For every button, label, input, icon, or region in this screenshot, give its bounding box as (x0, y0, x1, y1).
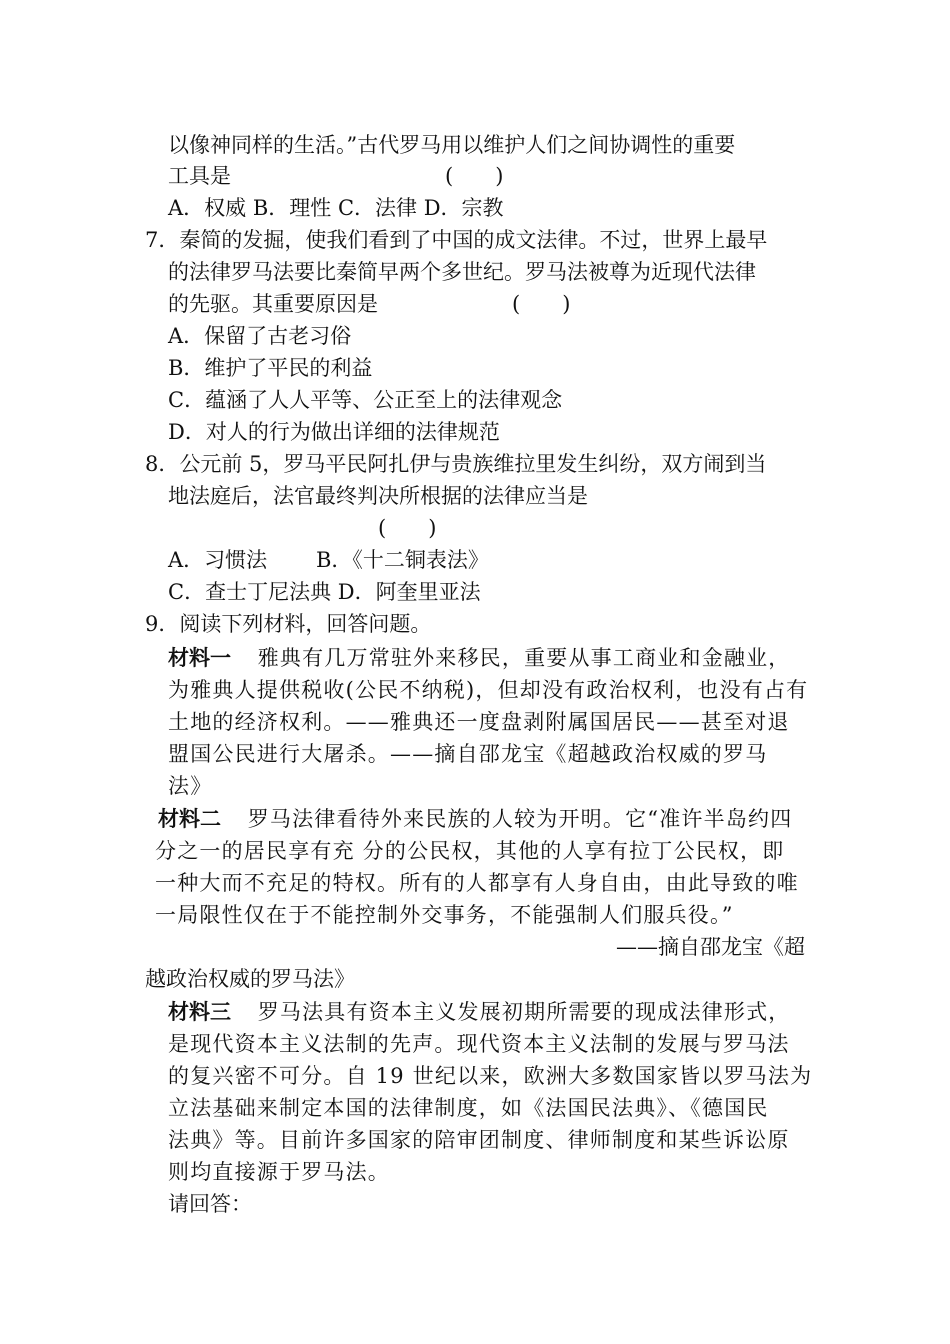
material-1-line-2: 为雅典人提供税收(公民不纳税)，但却没有政治权利，也没有占有 (168, 678, 809, 702)
q9-stem: 9．阅读下列材料，回答问题。 (145, 612, 432, 636)
q8-answer-blank: ( ) (378, 516, 437, 540)
q7-option-d: D．对人的行为做出详细的法律规范 (168, 420, 500, 444)
material-2-line-1 (158, 803, 792, 835)
material-2-line-4: 一局限性仅在于不能控制外交事务，不能强制人们服兵役。” (155, 903, 734, 927)
material-2-label: 材料二 (158, 806, 221, 831)
q7-option-b: B．维护了平民的利益 (168, 356, 373, 380)
material-1-line-4: 盟国公民进行大屠杀。——摘自邵龙宝《超越政治权威的罗马 (168, 742, 768, 766)
q6-stem-line-1: 以像神同样的生活。”古代罗马用以维护人们之间协调性的重要 (168, 133, 736, 157)
material-1-line-3: 土地的经济权利。——雅典还一度盘剥附属国居民——甚至对退 (168, 710, 790, 734)
q6-answer-blank: ( ) (445, 164, 504, 188)
material-3-line-5: 法典》等。目前许多国家的陪审团制度、律师制度和某些诉讼原 (168, 1128, 790, 1152)
material-2-source: ——摘自邵龙宝《超 (616, 935, 805, 959)
material-1-text-1: 雅典有几万常驻外来移民，重要从事工商业和金融业， (257, 646, 791, 670)
q9-prompt: 请回答： (168, 1192, 252, 1216)
q8-options-cd: C．查士丁尼法典 D．阿奎里亚法 (168, 580, 481, 604)
q8-options-ab (168, 544, 489, 576)
material-3-label: 材料三 (168, 999, 231, 1024)
material-3-line-4: 立法基础来制定本国的法律制度，如《法国民法典》、《德国民 (168, 1096, 769, 1120)
q6-stem-text: 工具是 (168, 164, 231, 188)
q7-stem-line-1: 7．秦简的发掘，使我们看到了中国的成文法律。不过，世界上最早 (145, 228, 768, 252)
q7-stem-line-3 (168, 288, 571, 320)
material-1-line-1 (168, 642, 791, 674)
material-3-line-2: 是现代资本主义法制的先声。现代资本主义法制的发展与罗马法 (168, 1032, 790, 1056)
material-3-line-3: 的复兴密不可分。自 19 世纪以来，欧洲大多数国家皆以罗马法为 (168, 1064, 813, 1088)
material-2-text-1: 罗马法律看待外来民族的人较为开明。它“准许半岛约四 (247, 807, 793, 831)
q8-option-a: A．习惯法 (168, 548, 268, 572)
material-3-line-1 (168, 996, 791, 1028)
material-3-line-6: 则均直接源于罗马法。 (168, 1160, 390, 1184)
material-3-text-1: 罗马法具有资本主义发展初期所需要的现成法律形式， (257, 1000, 791, 1024)
q7-answer-blank: ( ) (512, 292, 571, 316)
q8-option-b: B．《十二铜表法》 (316, 548, 489, 572)
q7-stem-text: 的先驱。其重要原因是 (168, 292, 378, 316)
q8-stem-line-2: 地法庭后，法官最终判决所根据的法律应当是 (168, 484, 588, 508)
q6-stem-line-2 (168, 160, 504, 192)
q6-options: A．权威 B．理性 C．法律 D．宗教 (168, 196, 504, 220)
material-2-line-2: 分之一的居民享有充 分的公民权，其他的人享有拉丁公民权，即 (155, 839, 785, 863)
material-2-line-3: 一种大而不充足的特权。所有的人都享有人身自由，由此导致的唯 (155, 871, 799, 895)
q7-option-a: A．保留了古老习俗 (168, 324, 352, 348)
q7-option-c: C．蕴涵了人人平等、公正至上的法律观念 (168, 388, 563, 412)
q8-stem-line-1: 8．公元前 5，罗马平民阿扎伊与贵族维拉里发生纠纷，双方闹到当 (145, 452, 767, 476)
material-1-line-5: 法》 (168, 774, 213, 798)
q7-stem-line-2: 的法律罗马法要比秦简早两个多世纪。罗马法被尊为近现代法律 (168, 260, 756, 284)
material-1-label: 材料一 (168, 645, 231, 670)
material-2-source-cont: 越政治权威的罗马法》 (145, 967, 355, 991)
